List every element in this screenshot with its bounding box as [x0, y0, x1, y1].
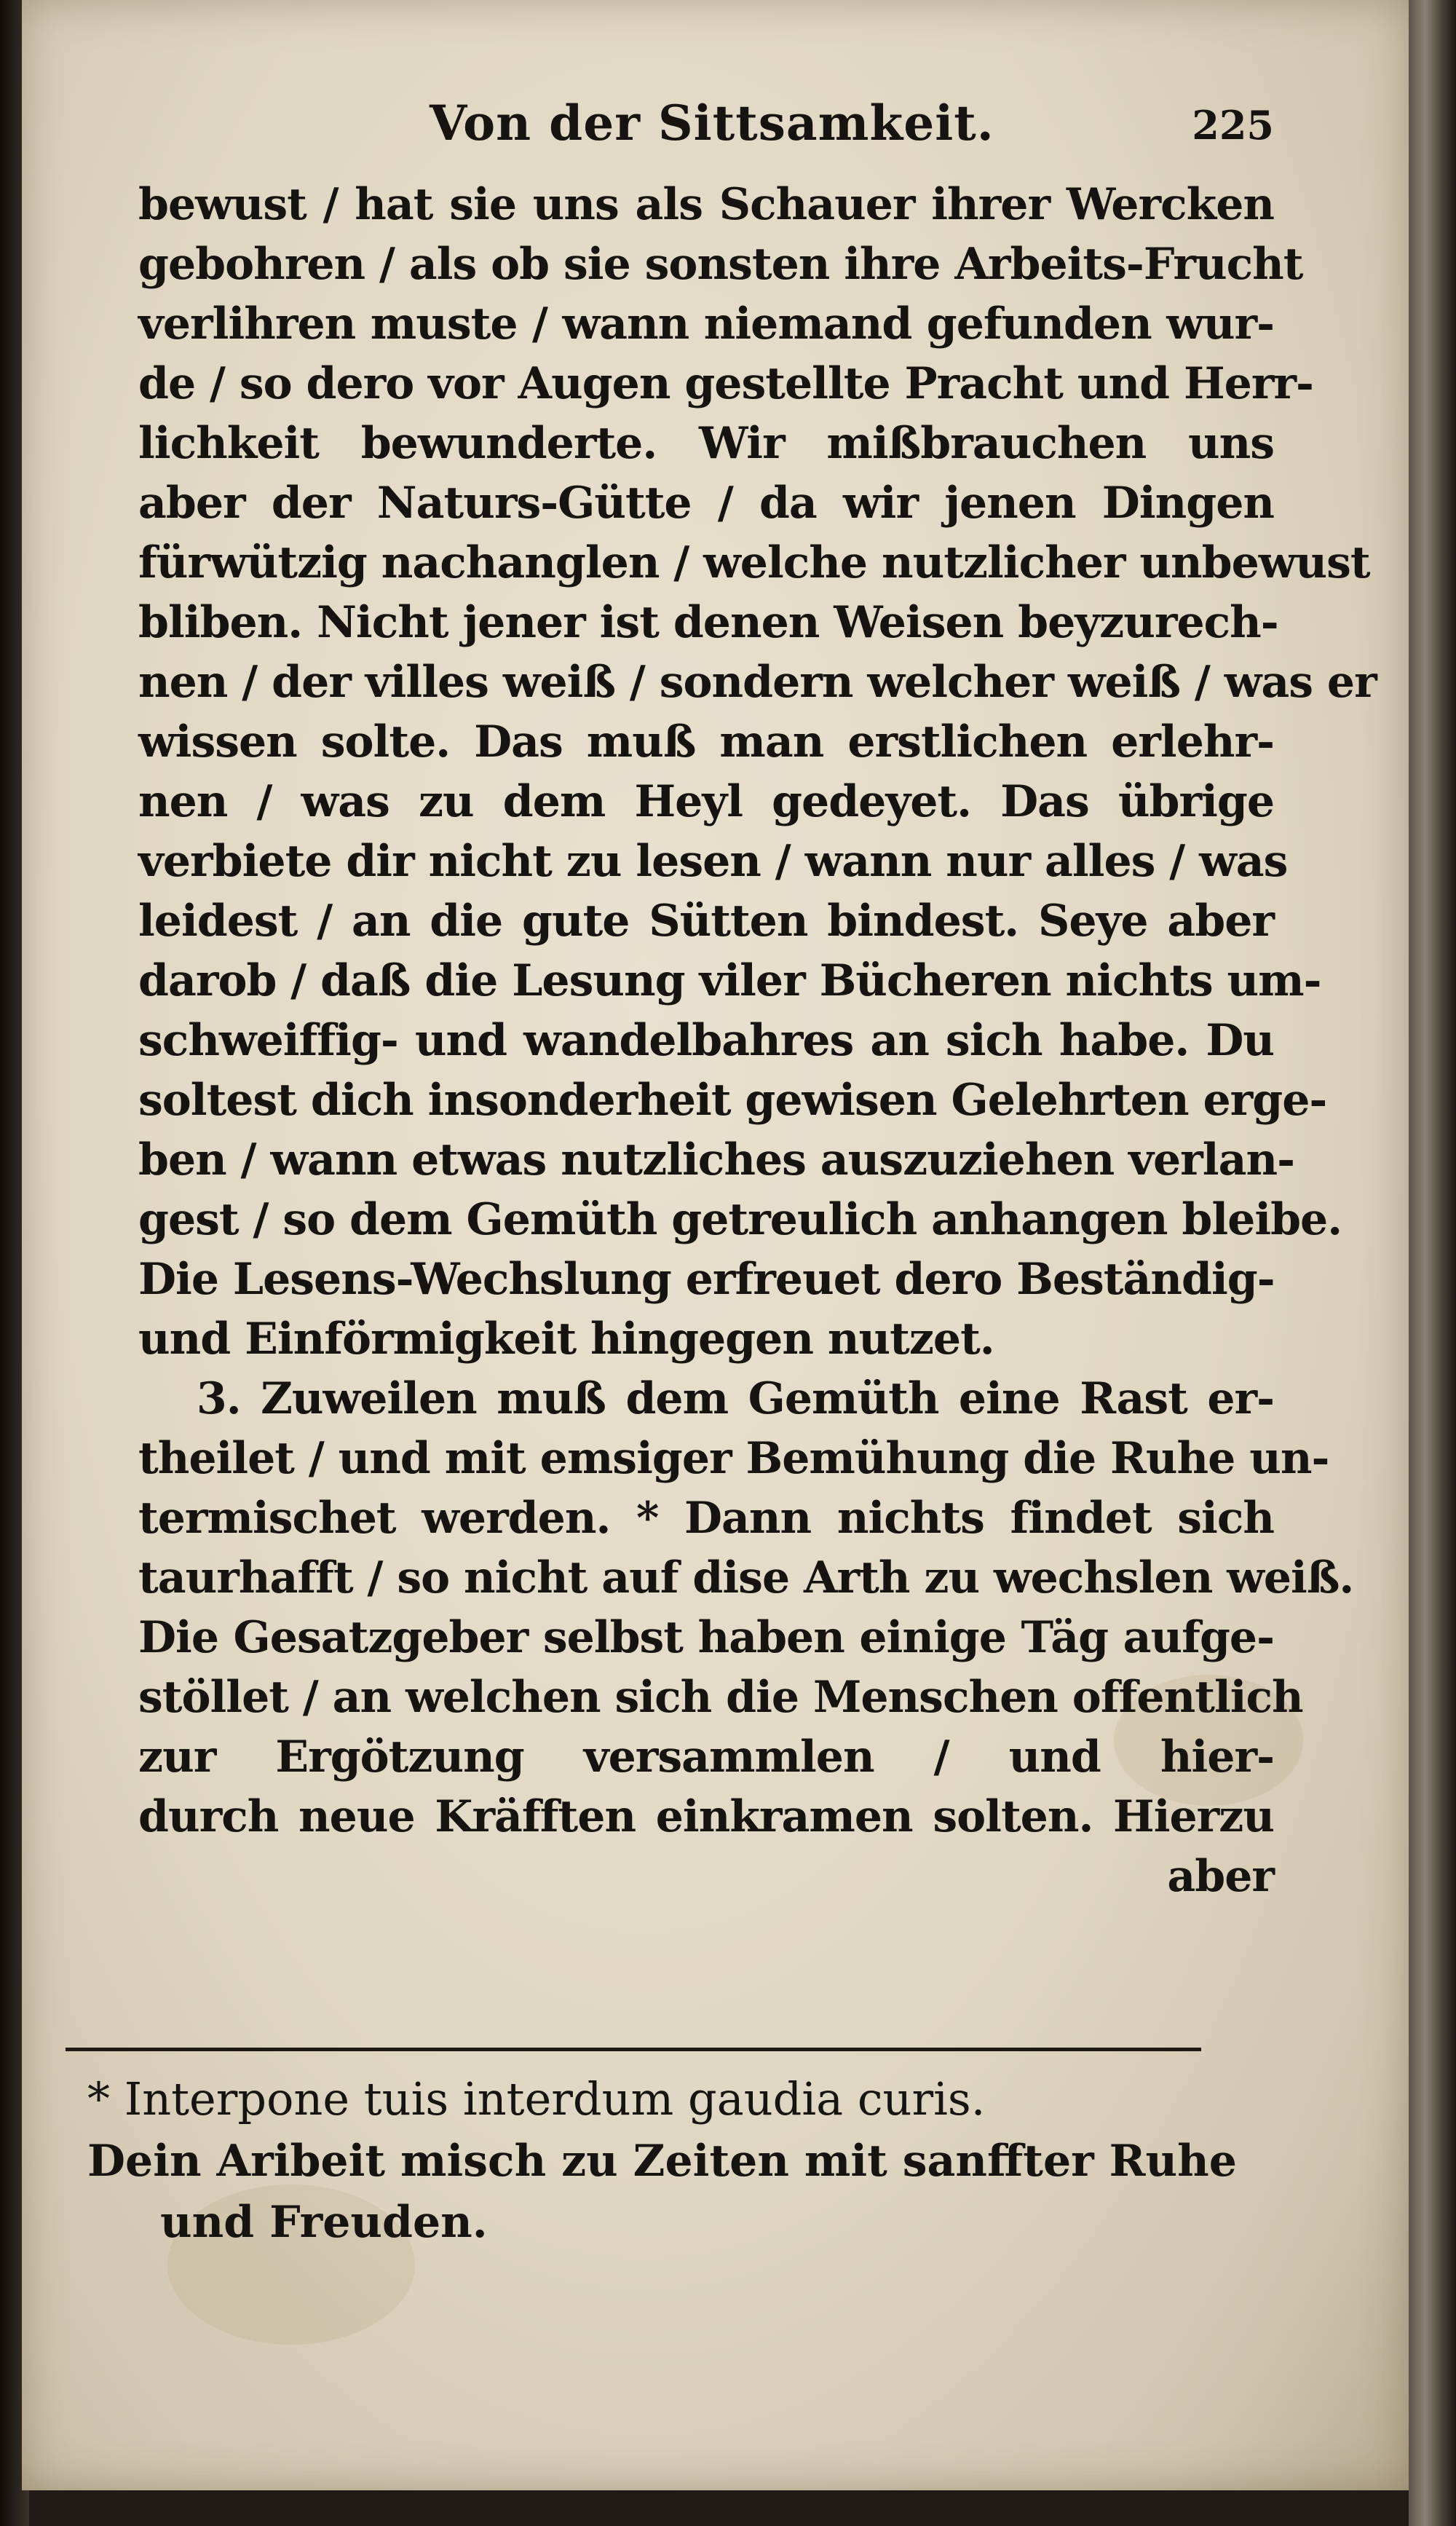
footnote-latin-quote: * Interpone tuis interdum gaudia curis. [87, 2072, 986, 2126]
text-line: ben / wann etwas nutzliches auszuziehen verlan- [138, 1134, 1294, 1185]
running-title: Von der Sittsamkeit. [430, 95, 994, 151]
text-line: fürwützig nachanglen / welche nutzlicher unbewust [138, 537, 1370, 588]
text-line: zur Ergötzung versammlen / und hier- [138, 1732, 1274, 1783]
text-line: nen / was zu dem Heyl gedeyet. Das übrige [138, 776, 1274, 827]
footnote-german-line: Dein Aribeit misch zu Zeiten mit sanffter Ruhe [87, 2136, 1237, 2187]
text-line: gebohren / als ob sie sonsten ihre Arbeits-Frucht [138, 239, 1303, 290]
page-number: 225 [1192, 102, 1274, 149]
page-header [138, 87, 1274, 175]
catchword: aber [1167, 1851, 1274, 1902]
text-line: lichkeit bewunderte. Wir mißbrauchen uns [138, 418, 1274, 469]
paragraph-start-line: 3. Zuweilen muß dem Gemüth eine Rast er- [197, 1373, 1274, 1424]
text-line: theilet / und mit emsiger Bemühung die Ruhe un- [138, 1433, 1329, 1484]
footnote-rule [66, 2048, 1201, 2051]
footnote [87, 2068, 1237, 2253]
text-line: gest / so dem Gemüth getreulich anhangen bleibe. [138, 1194, 1342, 1245]
text-line: schweiffig- und wandelbahres an sich habe. Du [138, 1015, 1274, 1066]
text-line: durch neue Kräfften einkramen solten. Hierzu [138, 1791, 1274, 1842]
main-text-block [138, 87, 1377, 1906]
text-line: de / so dero vor Augen gestellte Pracht und Herr- [138, 358, 1313, 409]
page-edge-stack [1409, 0, 1456, 2526]
text-line: darob / daß die Lesung viler Bücheren nichts um- [138, 955, 1321, 1006]
text-line: taurhafft / so nicht auf dise Arth zu wechslen weiß. [138, 1552, 1354, 1603]
body-text [138, 175, 1377, 1906]
text-line: Die Lesens-Wechslung erfreuet dero Beständig- [138, 1254, 1275, 1305]
text-line: verbiete dir nicht zu lesen / wann nur alles / was [138, 836, 1288, 887]
text-line: Die Gesatzgeber selbst haben einige Täg aufge- [138, 1612, 1274, 1663]
text-line: bewust / hat sie uns als Schauer ihrer Wercken [138, 179, 1274, 230]
text-line: bliben. Nicht jener ist denen Weisen beyzurech- [138, 597, 1278, 648]
text-line: wissen solte. Das muß man erstlichen erlehr- [138, 717, 1274, 767]
text-line: termischet werden. * Dann nichts findet sich [138, 1493, 1274, 1544]
footnote-german-line: und Freuden. [160, 2197, 488, 2248]
text-line: und Einförmigkeit hingegen nutzet. [138, 1314, 994, 1365]
text-line: soltest dich insonderheit gewisen Gelehrten erge- [138, 1075, 1327, 1126]
text-line: verlihren muste / wann niemand gefunden wur- [138, 299, 1274, 350]
text-line: stöllet / an welchen sich die Menschen offentlich [138, 1672, 1303, 1723]
text-line: leidest / an die gute Sütten bindest. Seye aber [138, 896, 1274, 947]
text-line: nen / der villes weiß / sondern welcher weiß / was er [138, 657, 1377, 708]
text-line: aber der Naturs-Gütte / da wir jenen Dingen [138, 478, 1274, 529]
